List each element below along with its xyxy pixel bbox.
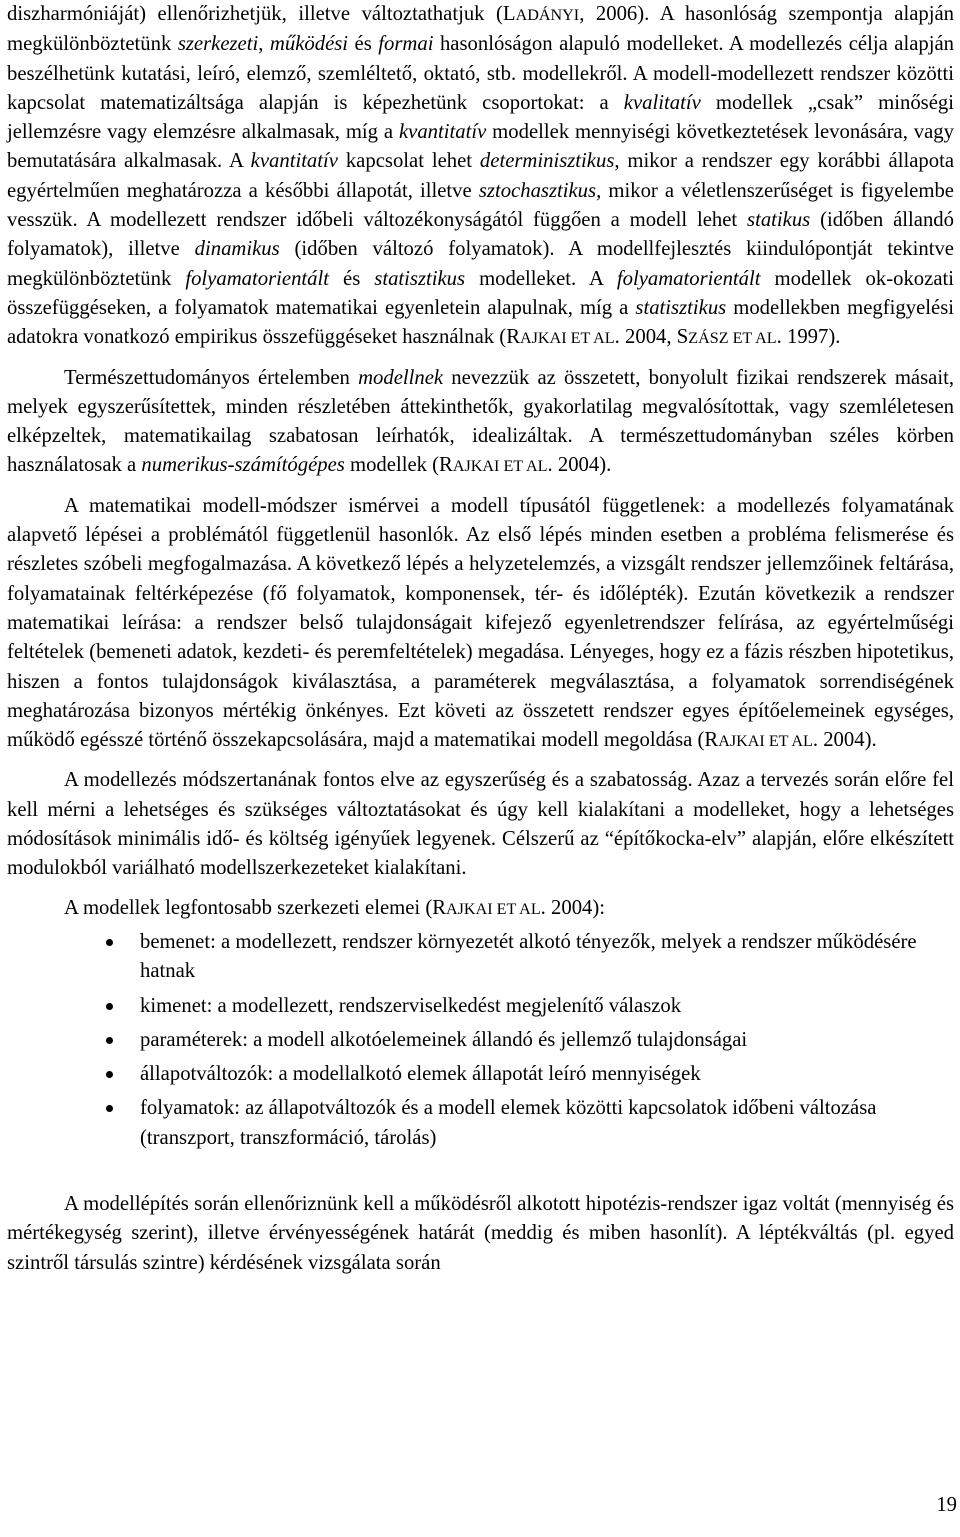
bullet-icon [106, 1105, 113, 1112]
bullet-icon [106, 1003, 113, 1010]
list-item: állapotváltozók: a modellalkotó elemek állapotát leíró mennyiségek [7, 1060, 954, 1089]
paragraph-simplicity-principle: A modellezés módszertanának fontos elve az egyszerűség és a szabatosság. Azaz a tervezés során előre fel kell mérni a lehetséges és szükséges változtatásokat és úgy kell kialakítani a modelleket, hogy a lehetséges módosítások minimális idő- és költség igényűek legyenek. Célszerű az “építőkocka-elv” alapján, előre elkészített modulokból variálható modellszerkezeteket kialakítani. [7, 769, 954, 880]
list-item: folyamatok: az állapotváltozók és a modell elemek közötti kapcsolatok időbeni változása (transzport, transzformáció, tárolás) [7, 1094, 954, 1153]
list-item: bemenet: a modellezett, rendszer környezetét alkotó tényezők, melyek a rendszer működésére hatnak [7, 928, 954, 987]
paragraph-model-types: diszharmóniáját) ellenőrizhetjük, illetve változtathatjuk (LADÁNYI, 2006). A hasonlóság szempontja alapján megkülönböztetünk szerkezeti, működési és formai hasonlóságon alapuló modelleket. A modellezés célja alapján beszélhetünk kutatási, leíró, elemző, szemléltető, oktató, stb. modellekről. A modell-modellezett rendszer közötti kapcsolat matematizáltsága alapján is képezhetünk csoportokat: a kvalitatív modellek „csak” minőségi jellemzésre vagy elemzésre alkalmasak, míg a kvantitatív modellek mennyiségi következtetések levonására, vagy bemutatására alkalmasak. A kvantitatív kapcsolat lehet determinisztikus, mikor a rendszer egy korábbi állapota egyértelműen meghatározza a későbbi állapotát, illetve sztochasztikus, mikor a véletlenszerűséget is figyelembe vesszük. A modellezett rendszer időbeli változékonyságától függően a modell lehet statikus (időben állandó folyamatok), illetve dinamikus (időben változó folyamatok). A modellfejlesztés kiindulópontját tekintve megkülönböztetünk folyamatorientált és statisztikus modelleket. A folyamatorientált modellek ok-okozati összefüggéseken, a folyamatok matematikai egyenletein alapulnak, míg a statisztikus modellekben megfigyelési adatokra vonatkozó empirikus összefüggéseket használnak (RAJKAI ET AL. 2004, SZÁSZ ET AL. 1997). [7, 3, 955, 349]
bullet-icon [106, 939, 113, 946]
structural-elements-list [7, 928, 954, 1153]
paragraph-model-validation: A modellépítés során ellenőriznünk kell a működésről alkotott hipotézis-rendszer igaz voltát (mennyiség és mértékegység szerint), illetve érvényességének határát (meddig és miben hasonlít). A léptékváltás (pl. egyed szintről társulás szintre) kérdésének vizsgálata során [7, 1192, 954, 1274]
bullet-icon [106, 1071, 113, 1078]
list-item: kimenet: a modellezett, rendszerviselkedést megjelenítő válaszok [7, 992, 954, 1021]
paragraph-structural-elements-intro: A modellek legfontosabb szerkezeti elemei (RAJKAI ET AL. 2004): [64, 896, 606, 919]
bullet-icon [106, 1037, 113, 1044]
list-item: paraméterek: a modell alkotóelemeinek állandó és jellemző tulajdonságai [7, 1026, 954, 1055]
paragraph-modelling-steps: A matematikai modell-módszer ismérvei a modell típusától függetlenek: a modellezés folyamatának alapvető lépései a problémától függetlenül hasonlók. Az első lépés minden esetben a probléma felismerése és részletes szóbeli megfogalmazása. A következő lépés a helyzetelemzés, a vizsgált rendszer jellemzőinek feltárása, folyamatainak feltérképezése (fő folyamatok, komponensek, tér- és időlépték). Ezután következik a rendszer matematikai leírása: a rendszer belső tulajdonságait kifejező egyenletrendszer felírása, az egyértelműségi feltételek (bemeneti adatok, kezdeti- és peremfeltételek) megadása. Lényeges, hogy ez a fázis részben hipotetikus, hiszen a fontos tulajdonságok kiválasztása, a paraméterek megválasztása, a folyamatok sorrendiségének meghatározása bizonyos mértékig önkényes. Ezt követi az összetett rendszer egyes építőelemeinek egységes, működő egésszé történő összekapcsolására, majd a matematikai modell megoldása (RAJKAI ET AL. 2004). [7, 494, 954, 752]
paragraph-natural-science-definition: Természettudományos értelemben modellnek nevezzük az összetett, bonyolult fizikai rendszerek másait, melyek egyszerűsítettek, minden részletében áttekinthetők, gyakorlatilag megvalósítottak, vagy szemléletesen elképzeltek, matematikailag szabatosan leírhatók, idealizáltak. A természettudományban széles körben használatosak a numerikus-számítógépes modellek (RAJKAI ET AL. 2004). [7, 366, 954, 477]
page-number: 19 [936, 1494, 957, 1516]
